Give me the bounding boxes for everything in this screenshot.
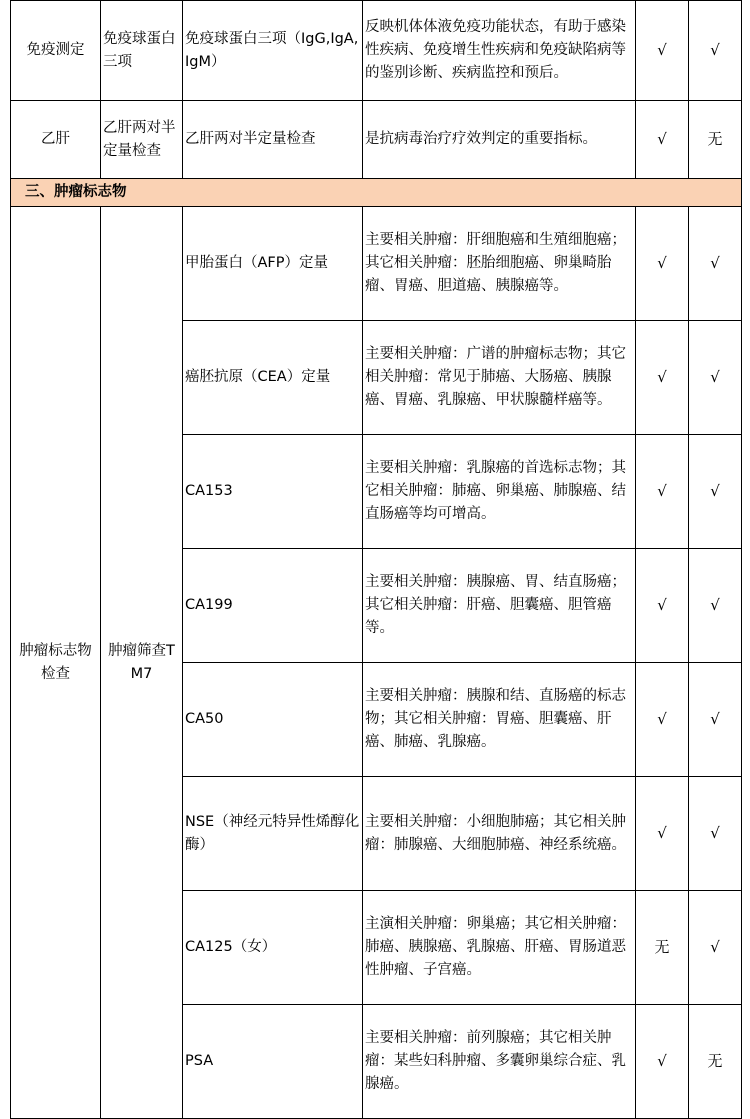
description-cell: 是抗病毒治疗疗效判定的重要指标。 [363,101,636,179]
col-a-mark: √ [636,663,689,777]
col-b-mark: √ [689,435,742,549]
package-cell: 免疫球蛋白三项 [101,1,183,101]
description-cell: 反映机体体液免疫功能状态，有助于感染性疾病、免疫增生性疾病和免疫缺陷病等的鉴别诊断、疾病监控和预后。 [363,1,636,101]
table-row [11,207,742,321]
item-cell: 甲胎蛋白（AFP）定量 [183,207,363,321]
table-row [11,1,742,101]
item-cell: CA125（女） [183,891,363,1005]
col-a-mark: √ [636,777,689,891]
col-b-mark: √ [689,207,742,321]
description-cell: 主要相关肿瘤：胰腺和结、直肠癌的标志物；其它相关肿瘤：胃癌、胆囊癌、肝癌、肺癌、乳腺癌。 [363,663,636,777]
col-b-mark: 无 [689,1005,742,1119]
description-cell: 主要相关肿瘤：乳腺癌的首选标志物；其它相关肿瘤：肺癌、卵巢癌、肺腺癌、结直肠癌等均可增高。 [363,435,636,549]
category-cell: 免疫测定 [11,1,101,101]
col-a-mark: 无 [636,891,689,1005]
section-title: 三、肿瘤标志物 [11,179,742,207]
item-cell: CA50 [183,663,363,777]
item-cell: PSA [183,1005,363,1119]
description-cell: 主要相关肿瘤：肝细胞癌和生殖细胞癌；其它相关肿瘤：胚胎细胞癌、卵巢畸胎瘤、胃癌、胆道癌、胰腺癌等。 [363,207,636,321]
col-a-mark: √ [636,207,689,321]
col-a-mark: √ [636,101,689,179]
item-cell: CA199 [183,549,363,663]
section-header-row [11,179,742,207]
col-b-mark: √ [689,321,742,435]
table-row [11,101,742,179]
item-cell: 乙肝两对半定量检查 [183,101,363,179]
item-cell: NSE（神经元特异性烯醇化酶） [183,777,363,891]
item-cell: 癌胚抗原（CEA）定量 [183,321,363,435]
description-cell: 主要相关肿瘤：小细胞肺癌；其它相关肿瘤：肺腺癌、大细胞肺癌、神经系统癌。 [363,777,636,891]
exam-items-table [10,0,742,1119]
col-b-mark: 无 [689,101,742,179]
package-cell: 肿瘤筛查TM7 [101,207,183,1119]
col-b-mark: √ [689,1,742,101]
category-cell: 肿瘤标志物检查 [11,207,101,1119]
description-cell: 主要相关肿瘤：广谱的肿瘤标志物；其它相关肿瘤：常见于肺癌、大肠癌、胰腺癌、胃癌、乳腺癌、甲状腺髓样癌等。 [363,321,636,435]
col-a-mark: √ [636,321,689,435]
item-cell: 免疫球蛋白三项（IgG,IgA,IgM） [183,1,363,101]
col-a-mark: √ [636,549,689,663]
category-cell: 乙肝 [11,101,101,179]
col-b-mark: √ [689,663,742,777]
description-cell: 主演相关肿瘤：卵巢癌；其它相关肿瘤：肺癌、胰腺癌、乳腺癌、肝癌、胃肠道恶性肿瘤、子宫癌。 [363,891,636,1005]
item-cell: CA153 [183,435,363,549]
col-a-mark: √ [636,1005,689,1119]
package-cell: 乙肝两对半定量检查 [101,101,183,179]
description-cell: 主要相关肿瘤：胰腺癌、胃、结直肠癌；其它相关肿瘤：肝癌、胆囊癌、胆管癌等。 [363,549,636,663]
col-a-mark: √ [636,435,689,549]
col-b-mark: √ [689,777,742,891]
col-b-mark: √ [689,549,742,663]
col-b-mark: √ [689,891,742,1005]
description-cell: 主要相关肿瘤：前列腺癌；其它相关肿瘤：某些妇科肿瘤、多囊卵巢综合症、乳腺癌。 [363,1005,636,1119]
col-a-mark: √ [636,1,689,101]
